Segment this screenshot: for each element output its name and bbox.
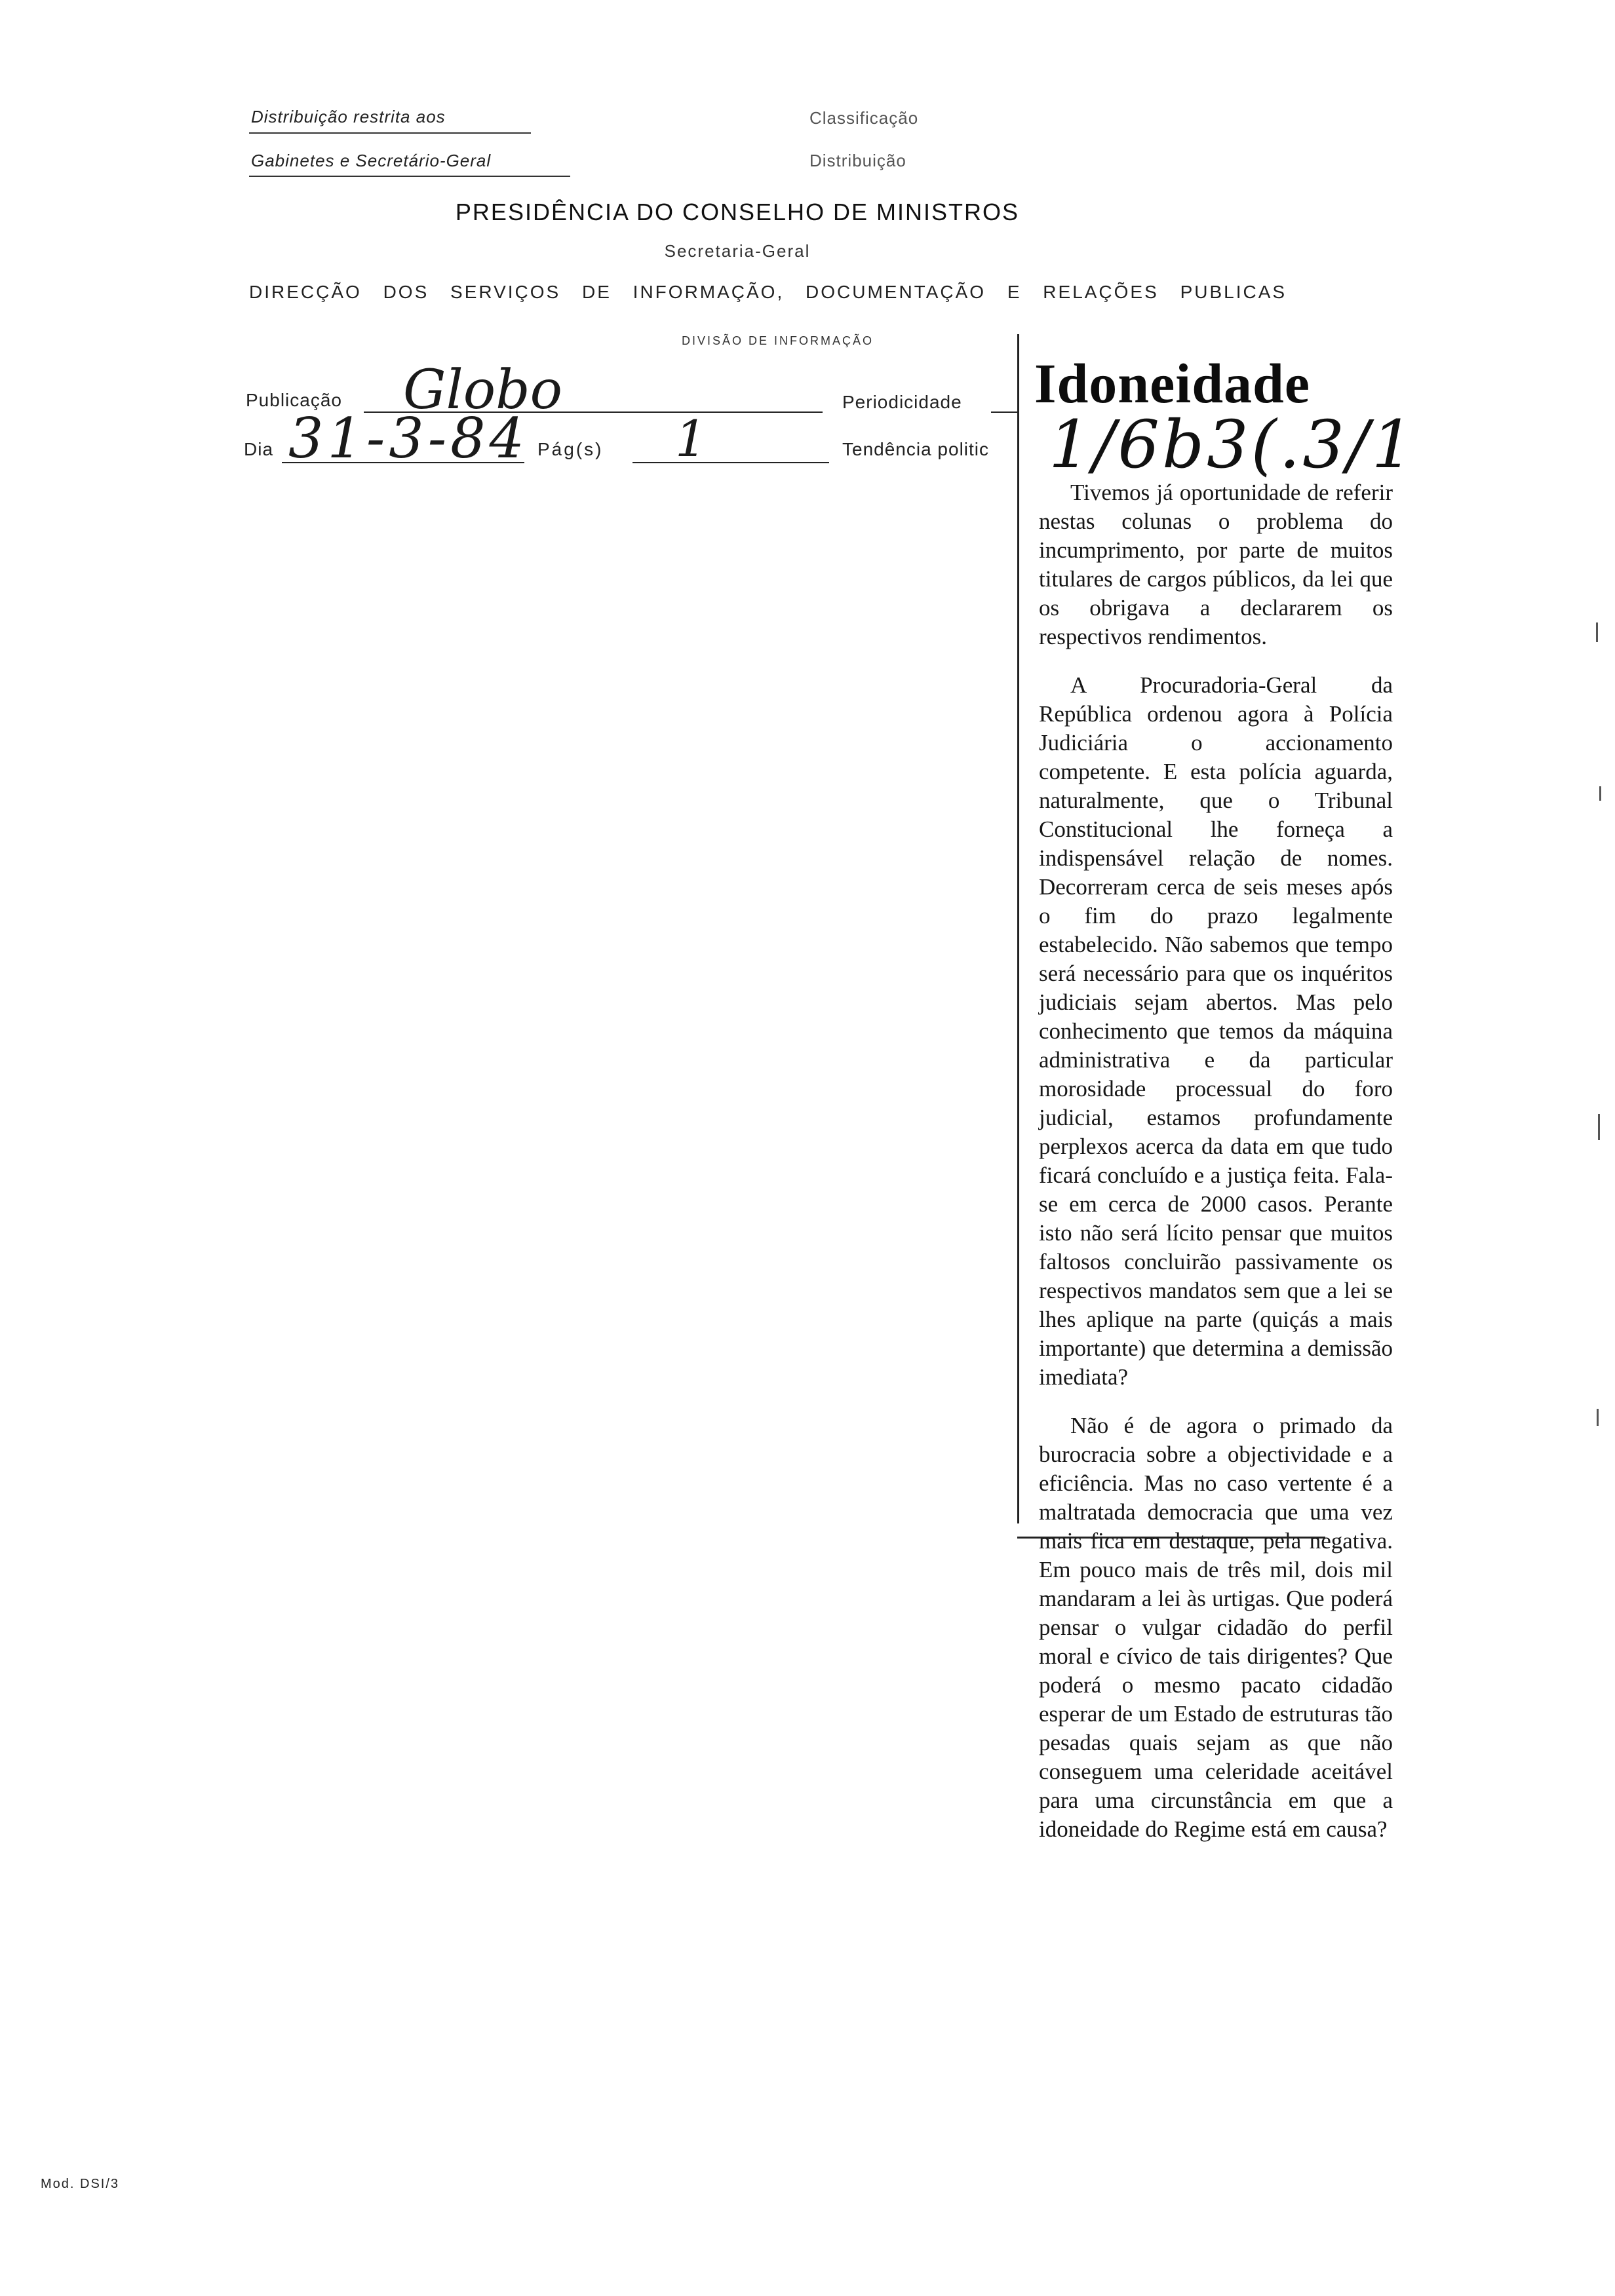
header-rule-2 — [249, 176, 570, 177]
classification-label: Classificação — [809, 108, 919, 128]
publication-value: Globo — [403, 359, 562, 421]
periodicity-field-line — [991, 411, 1017, 413]
day-label: Dia — [244, 439, 274, 459]
article-headline: Idoneidade — [1034, 352, 1311, 415]
pages-value: 1 — [675, 410, 707, 468]
scan-mark — [1598, 1114, 1600, 1140]
clipping-bottom-rule — [1017, 1537, 1325, 1539]
tendency-label: Tendência politic — [842, 439, 990, 459]
article-paragraph-3: Não é de agora o primado da burocracia sobre a objectividade e a eficiência. Mas no caso vertente é a maltratada democracia que uma vez mais fica em destaque, pela negativa. Em pouco mais de três mil, dois mil mandaram a lei às urtigas. Que poderá pensar o vulgar cidadão do perfil moral e cívico de tais dirigentes? Que poderá o mesmo pacato cidadão esperar de um Estado de estruturas tão pesadas quais sejam as que não conseguem uma celeridade aceitável para uma circunstância em que a idoneidade do Regime está em causa? — [1039, 1413, 1393, 1842]
division-name: DIVISÃO DE INFORMAÇÃO — [682, 334, 874, 347]
secretariat-name: Secretaria-Geral — [664, 241, 811, 261]
clipping-left-border — [1017, 334, 1019, 1523]
organization-name: PRESIDÊNCIA DO CONSELHO DE MINISTROS — [455, 199, 1020, 225]
article-paragraph-1: Tivemos já oportunidade de referir nestas colunas o problema do incumprimento, por parte de muitos titulares de cargos públicos, da lei que os obrigava a declararem os respectivos rendimentos. — [1039, 480, 1393, 649]
article-body — [1039, 478, 1393, 1864]
periodicity-label: Periodicidade — [842, 392, 962, 412]
scan-mark — [1599, 786, 1601, 801]
day-field-line — [282, 462, 524, 463]
publication-label: Publicação — [246, 390, 342, 410]
department-name: DIRECÇÃO DOS SERVIÇOS DE INFORMAÇÃO, DOCUMENTAÇÃO E RELAÇÕES PUBLICAS — [249, 282, 1287, 302]
scan-mark — [1597, 1409, 1599, 1426]
pages-field-line — [632, 462, 829, 463]
distribution-restriction-line1: Distribuição restrita aos — [251, 107, 446, 126]
form-model-code: Mod. DSI/3 — [41, 2177, 120, 2191]
scan-mark — [1596, 622, 1598, 642]
article-paragraph-2: A Procuradoria-Geral da República ordenou agora à Polícia Judiciária o accionamento competente. E esta polícia aguarda, naturalmente, que o Tribunal Constitucional lhe forneça a indispensável relação de nomes. Decorreram cerca de seis meses após o fim do prazo legalmente estabelecido. Não sabemos que tempo será necessário para que os inquéritos judiciais sejam abertos. Mas pelo conhecimento que temos da máquina administrativa e da particular morosidade processual do foro judicial, estamos profundamente perplexos acerca da data em que tudo ficará concluído e a justiça feita. Fala-se em cerca de 2000 casos. Perante isto não será lícito pensar que muitos faltosos concluirão passivamente os respectivos mandatos sem que a lei se lhes aplique na parte (quiçás a mais importante) que determina a demissão imediata? — [1039, 672, 1393, 1390]
day-value: 31-3-84 — [288, 406, 528, 470]
distribution-label: Distribuição — [809, 151, 906, 170]
handwritten-archive-code: 1/6b3(.3/1 — [1049, 406, 1416, 483]
header-rule-1 — [249, 132, 531, 134]
pages-label: Pág(s) — [537, 439, 604, 459]
distribution-restriction-line2: Gabinetes e Secretário-Geral — [251, 151, 492, 170]
